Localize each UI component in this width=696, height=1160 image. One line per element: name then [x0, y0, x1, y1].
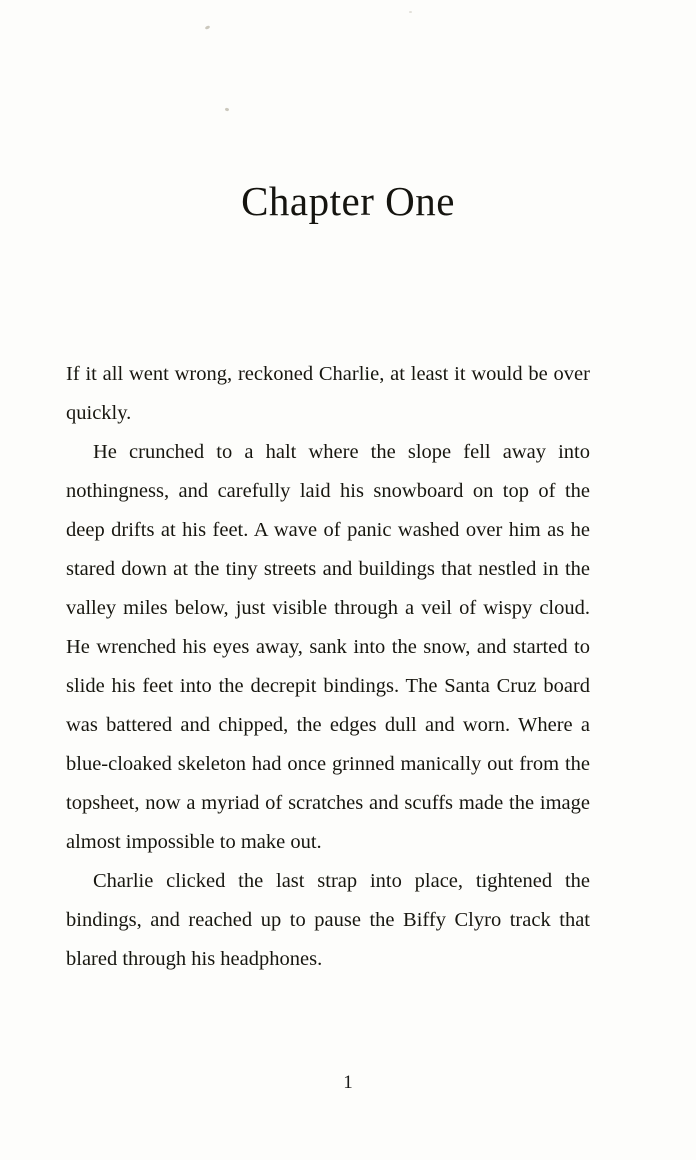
body-text — [66, 355, 590, 979]
paper-speck-icon — [409, 11, 412, 13]
paper-speck-icon — [225, 108, 230, 112]
page-number: 1 — [343, 1072, 353, 1093]
paragraph: Charlie clicked the last strap into place, tightened the bindings, and reached up to pause the Biffy Clyro track that blared through his headphones. — [66, 870, 590, 970]
paper-speck-icon — [205, 25, 211, 30]
chapter-title: Chapter One — [241, 178, 455, 225]
paragraph: He crunched to a halt where the slope fell away into nothingness, and carefully laid his snowboard on top of the deep drifts at his feet. A wave of panic washed over him as he stared down at the tiny streets and buildings that nestled in the valley miles below, just visible through a veil of wispy cloud. He wrenched his eyes away, sank into the snow, and started to slide his feet into the decrepit bindings. The Santa Cruz board was battered and chipped, the edges dull and worn. Where a blue-cloaked skeleton had once grinned manically out from the topsheet, now a myriad of scratches and scuffs made the image almost impossible to make out. — [66, 441, 590, 853]
paragraph: If it all went wrong, reckoned Charlie, at least it would be over quickly. — [66, 363, 590, 424]
